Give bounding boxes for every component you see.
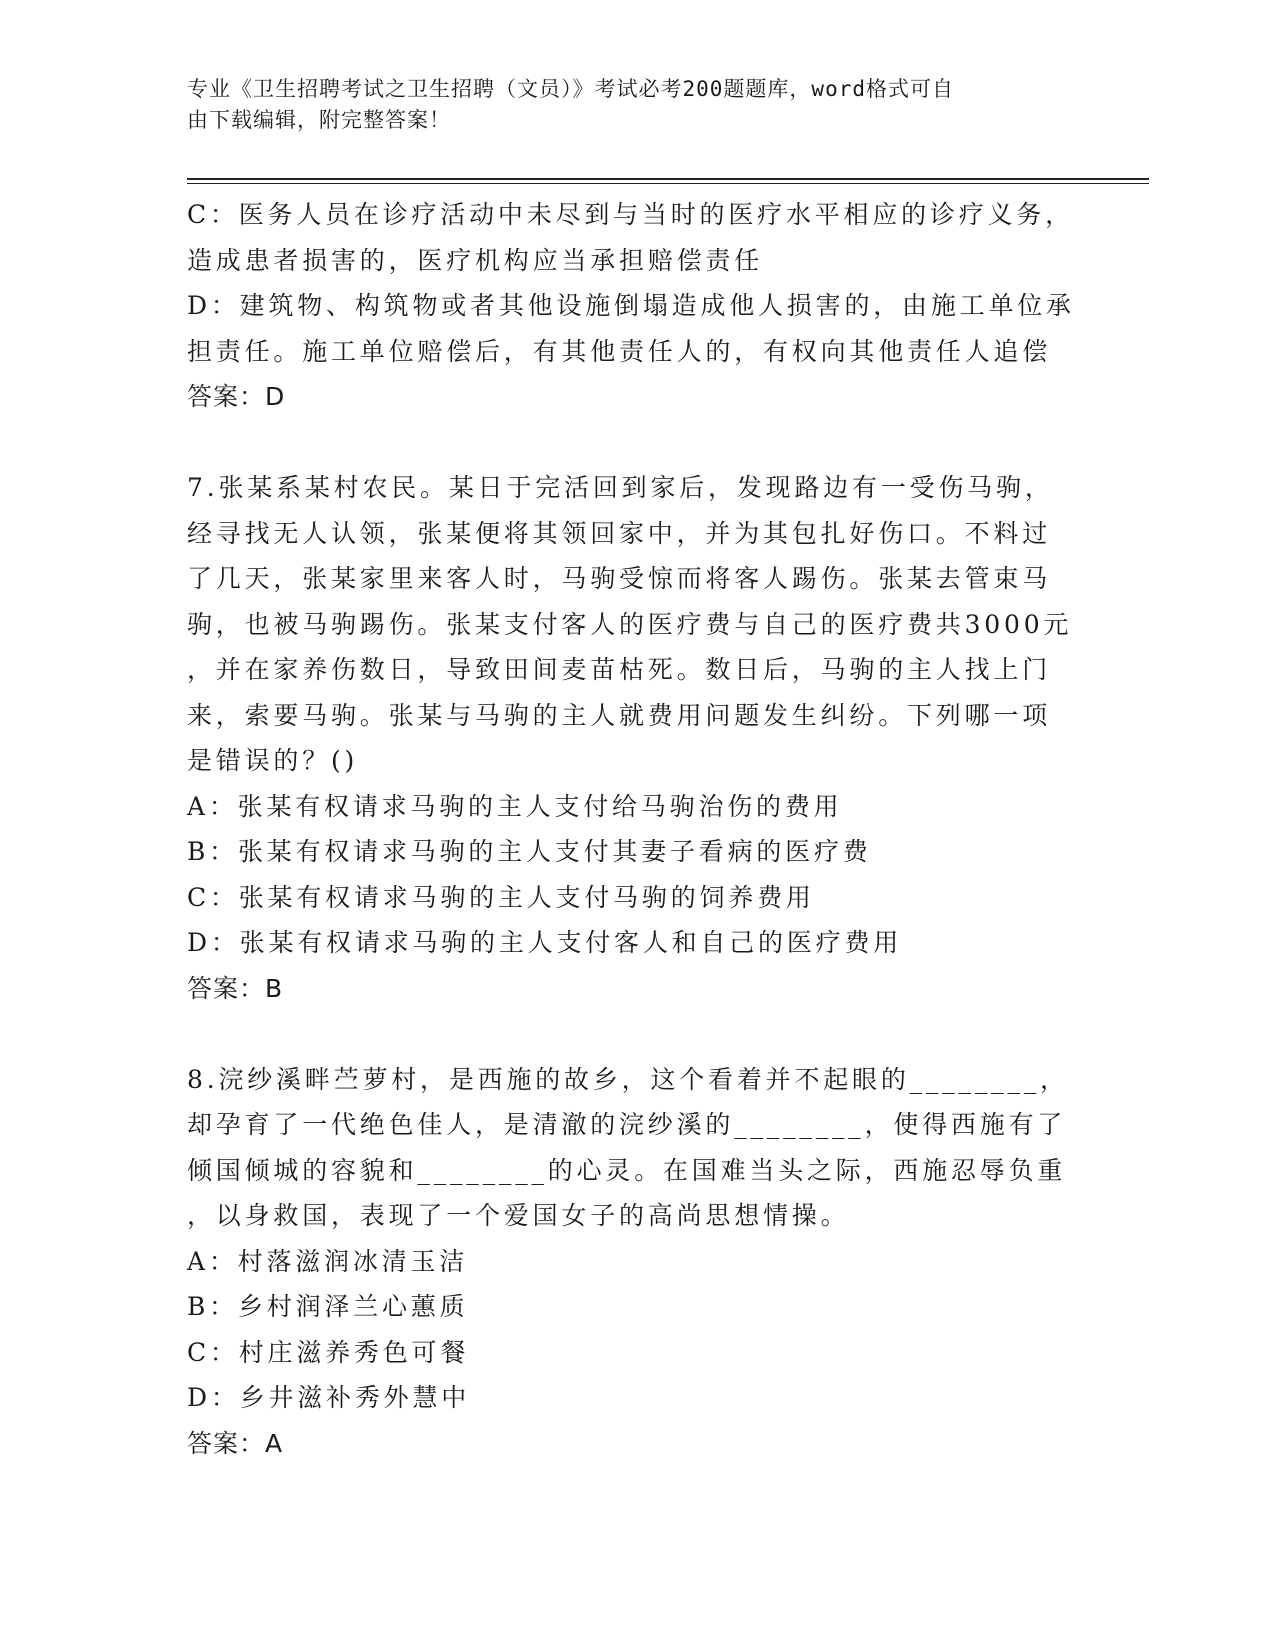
question-7	[187, 465, 1087, 1011]
spacer	[187, 1011, 1087, 1057]
option-a: A：张某有权请求马驹的主人支付给马驹治伤的费用	[187, 791, 843, 821]
option-a: A：村落滋润冰清玉洁	[187, 1246, 469, 1276]
spacer	[187, 420, 1087, 466]
option-d: D：乡井滋补秀外慧中	[187, 1383, 471, 1412]
document-header	[187, 74, 1067, 136]
answer-label: 答案：A	[187, 1428, 284, 1458]
question-stem-line: 是错误的？()	[187, 746, 359, 775]
option-d-continued: 担责任。施工单位赔偿后，有其他责任人的，有权向其他责任人追偿	[187, 336, 1052, 366]
option-c: C：张某有权请求马驹的主人支付马驹的饲养费用	[187, 882, 815, 912]
option-d: D：建筑物、构筑物或者其他设施倒塌造成他人损害的，由施工单位承	[187, 291, 1075, 320]
answer-label: 答案：D	[187, 382, 286, 411]
question-stem-line: 来，索要马驹。张某与马驹的主人就费用问题发生纠纷。下列哪一项	[187, 700, 1052, 730]
question-8	[187, 1057, 1087, 1467]
option-b: B：张某有权请求马驹的主人支付其妻子看病的医疗费	[187, 837, 872, 866]
option-c-continued: 造成患者损害的，医疗机构应当承担赔偿责任	[187, 245, 764, 275]
header-divider	[187, 178, 1149, 180]
header-line: 专业《卫生招聘考试之卫生招聘（文员）》考试必考200题题库，word格式可自	[187, 77, 954, 101]
question-stem-line: 驹，也被马驹踢伤。张某支付客人的医疗费与自己的医疗费共3000元	[187, 609, 1073, 639]
answer-label: 答案：B	[187, 973, 284, 1003]
question-stem-line: ，并在家养伤数日，导致田间麦苗枯死。数日后，马驹的主人找上门	[187, 655, 1052, 684]
header-line: 由下载编辑，附完整答案！	[187, 108, 451, 132]
option-c: C：医务人员在诊疗活动中未尽到与当时的医疗水平相应的诊疗义务，	[187, 200, 1074, 229]
question-stem-line: 8.浣纱溪畔苎萝村，是西施的故乡，这个看着并不起眼的________，	[187, 1064, 1069, 1094]
question-6-continuation	[187, 192, 1087, 420]
option-b: B：乡村润泽兰心蕙质	[187, 1292, 469, 1321]
header-divider-thin	[187, 183, 1149, 184]
question-stem-line: 倾国倾城的容貌和________的心灵。在国难当头之际，西施忍辱负重	[187, 1155, 1067, 1185]
question-stem-line: 却孕育了一代绝色佳人，是清澈的浣纱溪的________，使得西施有了	[187, 1110, 1067, 1139]
option-c: C：村庄滋养秀色可餐	[187, 1337, 470, 1367]
question-stem-line: 了几天，张某家里来客人时，马驹受惊而将客人踢伤。张某去管束马	[187, 564, 1052, 593]
option-d: D：张某有权请求马驹的主人支付客人和自己的医疗费用	[187, 928, 903, 957]
question-stem-line: 经寻找无人认领，张某便将其领回家中，并为其包扎好伤口。不料过	[187, 518, 1052, 548]
question-stem-line: 7.张某系某村农民。某日于完活回到家后，发现路边有一受伤马驹，	[187, 473, 1054, 502]
question-stem-line: ，以身救国，表现了一个爱国女子的高尚思想情操。	[187, 1201, 850, 1230]
document-body	[187, 192, 1087, 1466]
